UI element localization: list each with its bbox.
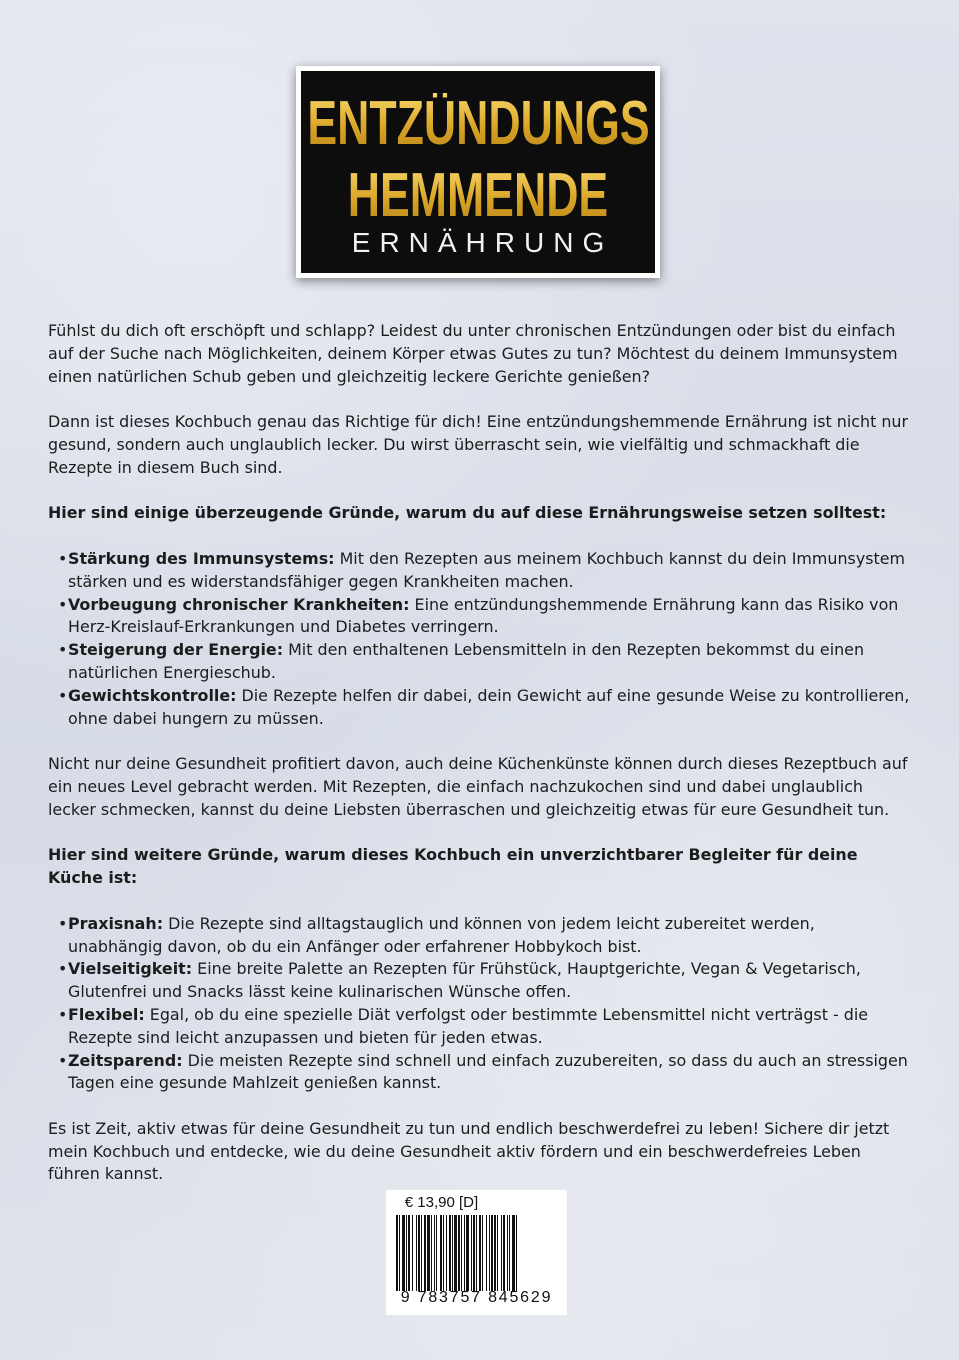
list-item (48, 548, 910, 594)
title-box (296, 66, 660, 278)
description-text (48, 320, 910, 1209)
closing-paragraph: Es ist Zeit, aktiv etwas für deine Gesundheit zu tun und endlich beschwerdefrei zu leben! Sichere dir jetzt mein Kochbuch und entdecke, wie du deine Gesundheit aktiv fördern und ein beschwerdefreies Leben führen kannst. (48, 1118, 890, 1184)
list-item-label: Vorbeugung chronischer Krankheiten: (68, 594, 410, 614)
list-item (48, 1050, 910, 1096)
reasons-list-1 (48, 548, 910, 730)
price-text: € 13,90 [D] (404, 1194, 479, 1211)
list-item-label: Zeitsparend: (68, 1050, 183, 1070)
barcode-icon (396, 1215, 557, 1291)
list-item-text: Mit den enthaltenen Lebensmitteln in den Rezepten bekommst du einen natürlichen Energieschub. (68, 640, 865, 682)
list-item-label: Praxisnah: (68, 913, 164, 933)
list-item-label: Stärkung des Immunsystems: (68, 548, 335, 568)
list-item (48, 1004, 910, 1050)
bullet-icon: • (58, 1050, 68, 1070)
title-line-1: ENTZÜNDUNGS (307, 89, 650, 158)
list-item-text: Die meisten Rezepte sind schnell und einfach zuzubereiten, so dass du auch an stressigen Tagen eine gesunde Mahlzeit genießen kannst. (68, 1050, 908, 1093)
list-item (48, 685, 910, 731)
bullet-icon: • (58, 594, 68, 614)
intro-paragraph-2: Dann ist dieses Kochbuch genau das Richtige für dich! Eine entzündungshemmende Ernährung ist nicht nur gesund, sondern auch unglaublich lecker. Du wirst überrascht sein, wie vielfältig und schmackhaft die Rezepte in diesem Buch sind. (48, 412, 909, 477)
list-item (48, 594, 910, 640)
list-item-text: Eine entzündungshemmende Ernährung kann das Risiko von Herz-Kreislauf-Erkrankungen und Diabetes verringern. (68, 594, 899, 637)
barcode-label (386, 1190, 567, 1315)
bullet-icon: • (58, 548, 68, 568)
list-item-label: Gewichtskontrolle: (68, 685, 237, 705)
list-item-text: Die Rezepte helfen dir dabei, dein Gewicht auf eine gesunde Weise zu kontrollieren, ohne dabei hungern zu müssen. (68, 685, 910, 728)
title-line-3: ERNÄHRUNG (351, 227, 614, 258)
bullet-icon: • (58, 959, 68, 979)
list-item (48, 958, 910, 1004)
list-item-text: Egal, ob du eine spezielle Diät verfolgst oder bestimmte Lebensmittel nicht verträgst - die Rezepte sind leicht anzupassen und bieten für jeden etwas. (68, 1004, 869, 1047)
list-item-label: Steigerung der Energie: (68, 640, 284, 660)
reasons-heading-2: Hier sind weitere Gründe, warum dieses Kochbuch ein unverzichtbarer Begleiter für deine Küche ist: (48, 845, 858, 888)
list-item-text: Mit den Rezepten aus meinem Kochbuch kannst du dein Immunsystem stärken und es widerstandsfähiger gegen Krankheiten machen. (68, 548, 905, 591)
list-item-label: Vielseitigkeit: (68, 959, 193, 979)
bullet-icon: • (58, 913, 68, 933)
bullet-icon: • (58, 1004, 68, 1024)
title-line-2: HEMMENDE (307, 165, 648, 227)
list-item-label: Flexibel: (68, 1004, 145, 1024)
isbn-digits: 9 783757 845629 (400, 1289, 553, 1306)
reasons-heading-1: Hier sind einige überzeugende Gründe, warum du auf diese Ernährungsweise setzen solltest: (48, 503, 887, 523)
bullet-icon: • (58, 640, 68, 660)
list-item-text: Die Rezepte sind alltagstauglich und können von jedem leicht zubereitet werden, unabhängig davon, ob du ein Anfänger oder erfahrener Hobbykoch bist. (68, 913, 815, 956)
middle-paragraph: Nicht nur deine Gesundheit profitiert davon, auch deine Küchenkünste können durch dieses Rezeptbuch auf ein neues Level gebracht werden. Mit Rezepten, die einfach nachzukochen sind und dabei unglaublich lecker schmecken, kannst du deine Liebsten überraschen und gleichzeitig etwas für eure Gesundheit tun. (48, 754, 908, 819)
list-item (48, 913, 910, 959)
reasons-list-2 (48, 913, 910, 1095)
intro-paragraph-1: Fühlst du dich oft erschöpft und schlapp? Leidest du unter chronischen Entzündungen oder bist du einfach auf der Suche nach Möglichkeiten, deinem Körper etwas Gutes zu tun? Möchtest du deinem Immunsystem einen natürlichen Schub geben und gleichzeitig leckere Gerichte genießen? (48, 321, 898, 386)
list-item-text: Eine breite Palette an Rezepten für Frühstück, Hauptgerichte, Vegan & Vegetarisch, Glutenfrei und Snacks lässt keine kulinarischen Wünsche offen. (68, 959, 861, 1002)
list-item (48, 639, 910, 685)
bullet-icon: • (58, 685, 68, 705)
